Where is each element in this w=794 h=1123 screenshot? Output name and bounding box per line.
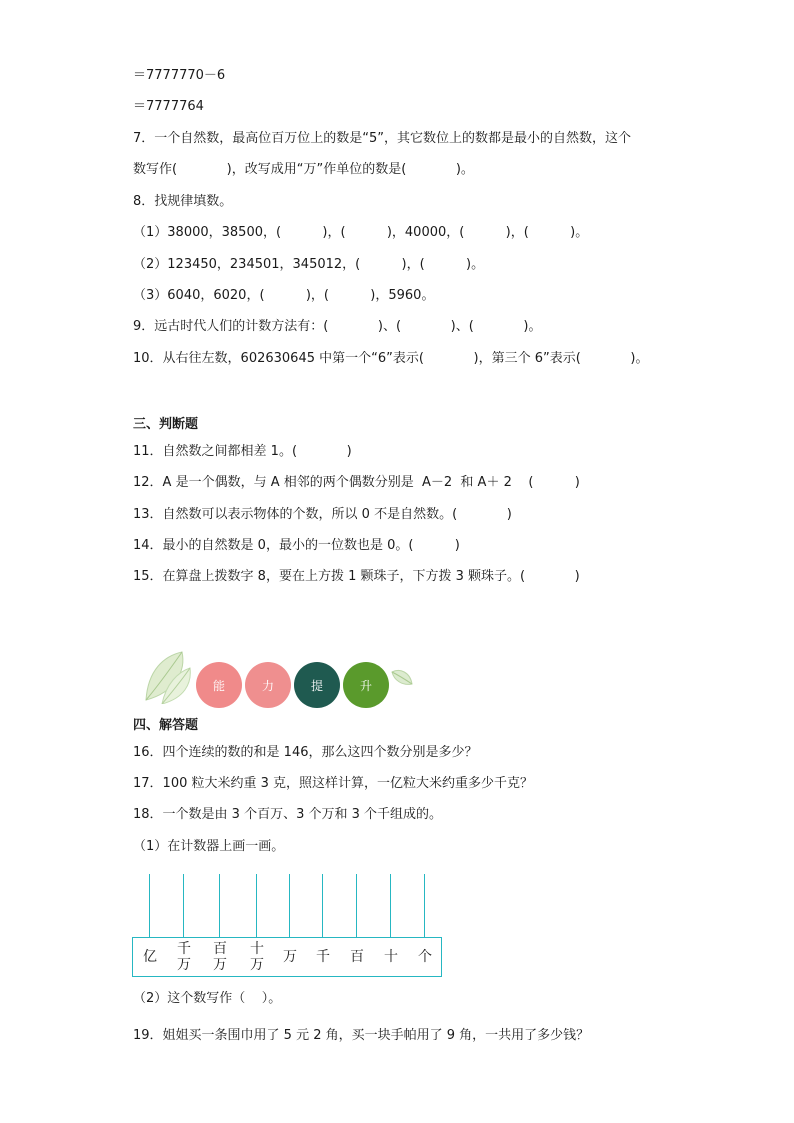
abacus-rod (424, 874, 425, 938)
place-label-top: 亿 (143, 949, 157, 965)
question-13: 13．自然数可以表示物体的个数，所以 0 不是自然数。( ) (133, 507, 512, 522)
banner-circle-label: 升 (359, 678, 372, 693)
place-label-top: 千 (316, 949, 330, 965)
place-label-ones (418, 938, 432, 976)
question-18-part-1: （1）在计数器上画一画。 (133, 839, 285, 854)
leaf-icon (142, 650, 192, 704)
question-9: 9．远古时代人们的计数方法有：( )、( )、( )。 (133, 319, 542, 334)
place-label-top: 百 (213, 941, 227, 957)
abacus-rod (183, 874, 184, 938)
place-label-yi (143, 938, 157, 976)
banner-circle-2 (245, 662, 291, 708)
banner-circle-label: 力 (261, 678, 274, 693)
place-label-top: 十 (384, 949, 398, 965)
question-8-part-2: （2）123450，234501，345012，( )，( )。 (133, 257, 485, 272)
question-17: 17．100 粒大米约重 3 克，照这样计算，一亿粒大米约重多少千克？ (133, 776, 534, 791)
place-label-top: 十 (250, 941, 264, 957)
place-label-tens (384, 938, 398, 976)
abacus-rod (289, 874, 290, 938)
question-8-part-3: （3）6040，6020，( )，( )，5960。 (133, 288, 435, 303)
banner-circle-3 (294, 662, 340, 708)
question-15: 15．在算盘上拨数字 8，要在上方拨 1 颗珠子，下方拨 3 颗珠子。( ) (133, 569, 580, 584)
question-11: 11．自然数之间都相差 1。( ) (133, 444, 352, 459)
abacus-place-labels (132, 937, 442, 977)
place-label-hundred-thousands (250, 938, 264, 976)
question-7-line-2: 数写作( )，改写成用“万”作单位的数是( )。 (133, 162, 474, 177)
abacus-rod (256, 874, 257, 938)
place-label-thousands (316, 938, 330, 976)
place-label-top: 个 (418, 949, 432, 965)
counting-frame (132, 874, 442, 978)
place-label-ten-thousands (283, 938, 297, 976)
question-8-part-1: （1）38000，38500，( )，( )，40000，( )，( )。 (133, 225, 589, 240)
question-12: 12．A 是一个偶数，与 A 相邻的两个偶数分别是 A－2 和 A＋ 2 ( ) (133, 475, 580, 490)
abacus-rod (356, 874, 357, 938)
question-14: 14．最小的自然数是 0，最小的一位数也是 0。( ) (133, 538, 460, 553)
place-label-ten-millions (177, 938, 191, 976)
abacus-rod (390, 874, 391, 938)
small-leaf-icon (390, 668, 414, 688)
ability-boost-banner (138, 648, 418, 706)
place-label-millions (213, 938, 227, 976)
question-8: 8．找规律填数。 (133, 194, 233, 209)
question-19: 19．姐姐买一条围巾用了 5 元 2 角，买一块手帕用了 9 角，一共用了多少钱？ (133, 1028, 590, 1043)
place-label-top: 百 (350, 949, 364, 965)
abacus-rod (322, 874, 323, 938)
abacus-rod (219, 874, 220, 938)
banner-circle-label: 提 (310, 678, 323, 693)
banner-circle-label: 能 (212, 678, 225, 693)
place-label-hundreds (350, 938, 364, 976)
calc-line-1: ＝7777770－6 (133, 68, 226, 83)
section-4-title: 四、解答题 (133, 718, 199, 733)
question-7-line-1: 7．一个自然数，最高位百万位上的数是“5”，其它数位上的数都是最小的自然数，这个 (133, 131, 632, 146)
question-10: 10．从右往左数，602630645 中第一个“6”表示( )，第三个 6”表示( )。 (133, 351, 649, 366)
question-18-part-2: （2）这个数写作（ ）。 (133, 991, 282, 1006)
banner-circle-1 (196, 662, 242, 708)
abacus-rod (149, 874, 150, 938)
place-label-bottom: 万 (250, 957, 264, 973)
place-label-top: 万 (283, 949, 297, 965)
section-3-title: 三、判断题 (133, 417, 199, 432)
place-label-bottom: 万 (213, 957, 227, 973)
question-18: 18．一个数是由 3 个百万、3 个万和 3 个千组成的。 (133, 807, 443, 822)
banner-circle-4 (343, 662, 389, 708)
question-16: 16．四个连续的数的和是 146，那么这四个数分别是多少？ (133, 745, 478, 760)
calc-line-2: ＝7777764 (133, 99, 204, 114)
place-label-top: 千 (177, 941, 191, 957)
place-label-bottom: 万 (177, 957, 191, 973)
